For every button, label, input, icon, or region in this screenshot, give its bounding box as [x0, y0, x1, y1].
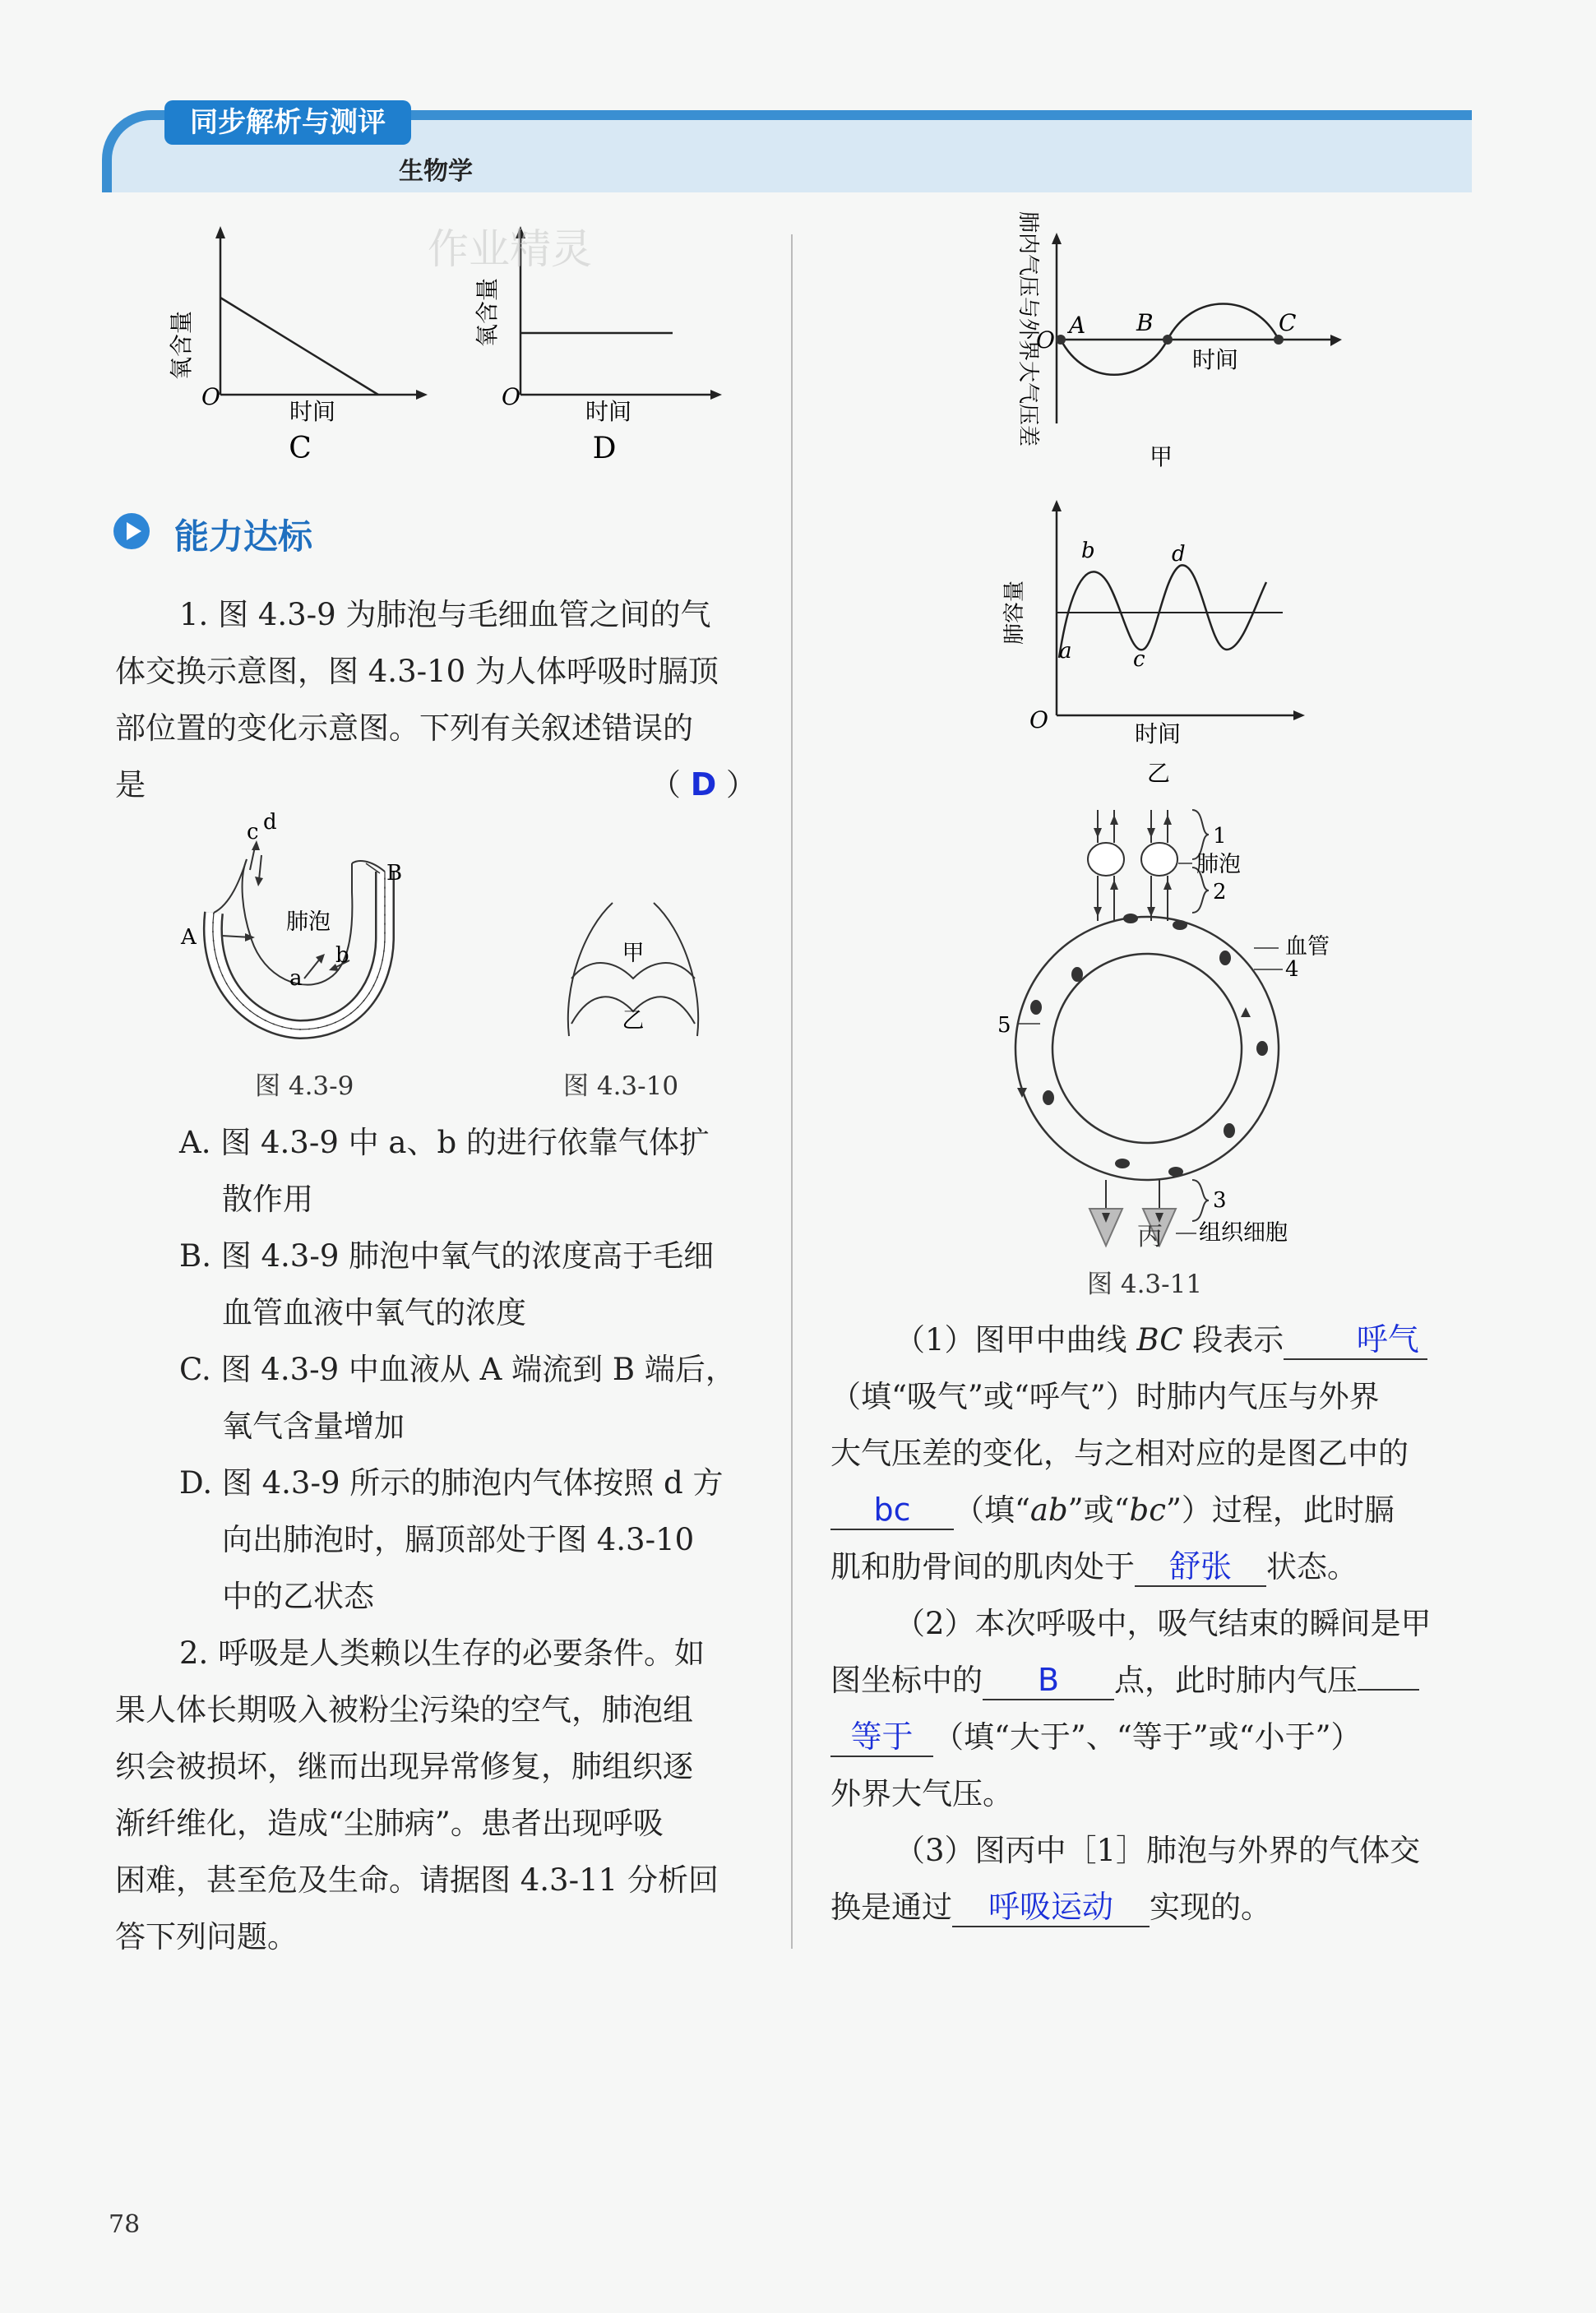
sub1-t2: 段表示	[1182, 1322, 1284, 1358]
q1-answer-box	[650, 756, 756, 813]
fig10-caption: 图 4.3-10	[563, 1071, 679, 1101]
chart-d-label: D	[592, 432, 617, 465]
label-d-pt: d	[1172, 542, 1186, 567]
sub2-t2: 图坐标中的	[830, 1663, 983, 1698]
label-c: c	[247, 820, 259, 844]
watermark: 作业精灵	[428, 225, 592, 273]
label-b-pt: b	[1081, 539, 1095, 563]
column-divider	[791, 234, 793, 1949]
q2-line-4: 渐纤维化，造成“尘肺病”。患者出现呼吸	[115, 1806, 664, 1841]
sub3-t3: 实现的。	[1150, 1890, 1271, 1925]
yi-curve	[1059, 565, 1266, 658]
q1-answer: D	[690, 766, 717, 803]
yi-xlabel: 时间	[1135, 720, 1182, 747]
sub3-answer-1: 呼吸运动	[988, 1889, 1113, 1925]
sub1-bc: bc	[1129, 1492, 1166, 1528]
sub1-line-3: 大气压差的变化，与之相对应的是图乙中的	[830, 1436, 1409, 1471]
label-1: 1	[1213, 824, 1227, 849]
chart-d-origin: O	[502, 383, 520, 410]
sub2-t3: 点，此时肺内气压	[1114, 1663, 1358, 1698]
option-a-line-2: 散作用	[222, 1182, 313, 1217]
sub2-blank-tail	[1358, 1689, 1419, 1691]
jia-sub: 甲	[1150, 443, 1173, 470]
figure-4-3-9	[164, 810, 428, 1052]
sub3-line-2	[830, 1879, 1472, 1936]
series-title: 同步解析与测评	[164, 100, 411, 145]
q1-stem	[115, 586, 756, 813]
sub1-blank-3	[1135, 1548, 1266, 1587]
label-a: a	[289, 966, 303, 991]
sub3-blank-1	[952, 1889, 1150, 1927]
sub1-line-1	[830, 1311, 1472, 1368]
option-b	[179, 1228, 755, 1341]
sub3-t2: 换是通过	[830, 1890, 952, 1925]
label-4: 4	[1285, 957, 1299, 982]
sub1-t7: ”）过程，此时膈	[1165, 1492, 1395, 1528]
sub1-t6: ”或“	[1067, 1492, 1130, 1528]
figure-4-3-11-jia	[954, 210, 1365, 473]
fig9-caption: 图 4.3-9	[255, 1071, 354, 1101]
sub1-line-4	[830, 1482, 1472, 1538]
sub1-line-2: （填“吸气”或“呼气”）时肺内气压与外界	[830, 1379, 1380, 1414]
q1-line-3: 部位置的变化示意图。下列有关叙述错误的	[115, 710, 693, 746]
sub1-BC: BC	[1136, 1322, 1183, 1358]
q2-line-5: 困难，甚至危及生命。请据图 4.3-11 分析回	[115, 1862, 719, 1898]
label-jia: 甲	[622, 941, 645, 966]
bing-sub: 丙	[1137, 1222, 1163, 1251]
q1-line-2: 体交换示意图，图 4.3-10 为人体呼吸时膈顶	[115, 654, 719, 689]
sub1-answer-1: 呼气	[1356, 1321, 1419, 1358]
jia-xlabel: 时间	[1192, 346, 1239, 373]
option-a-line-1: A. 图 4.3-9 中 a、b 的进行依靠气体扩	[179, 1125, 710, 1160]
label-alveolus-bing: 肺泡	[1196, 852, 1241, 877]
page-number: 78	[109, 2210, 141, 2239]
sub1-blank-1	[1284, 1321, 1427, 1360]
q2-line-3: 织会被损坏，继而出现异常修复，肺组织逐	[115, 1749, 693, 1784]
label-vessel: 血管	[1285, 934, 1330, 960]
chart-d-xlabel: 时间	[585, 398, 632, 425]
sub2-line-4: 外界大气压。	[830, 1776, 1013, 1811]
figure-4-3-10	[559, 896, 707, 1044]
sub-questions	[830, 1311, 1472, 1936]
yi-sub: 乙	[1147, 760, 1171, 787]
sub2-answer-1: B	[1037, 1662, 1060, 1698]
jia-ylabel: 肺内气压与外界大气压差	[1015, 210, 1040, 447]
label-5: 5	[997, 1013, 1011, 1038]
sub2-line-1: （2）本次呼吸中，吸气结束的瞬间是甲	[895, 1606, 1432, 1641]
q2-line-6: 答下列问题。	[115, 1919, 298, 1954]
option-b-line-1: B. 图 4.3-9 肺泡中氧气的浓度高于毛细	[179, 1238, 715, 1274]
jia-origin: O	[1036, 326, 1055, 354]
sub1-line-5	[830, 1538, 1472, 1595]
chart-c	[168, 226, 428, 465]
sub1-t8: 肌和肋骨间的肌肉处于	[830, 1549, 1135, 1584]
sub3-line-1: （3）图丙中［1］肺泡与外界的气体交	[895, 1833, 1421, 1868]
label-d: d	[263, 810, 277, 835]
header-arc	[102, 110, 160, 192]
q1-line-1: 1. 图 4.3-9 为肺泡与毛细血管之间的气	[179, 597, 711, 632]
q1-line-4-text: 是	[115, 767, 146, 803]
yi-ylabel: 肺容量	[1002, 580, 1027, 645]
play-icon	[113, 513, 150, 549]
option-c-line-1: C. 图 4.3-9 中血液从 A 端流到 B 端后，	[179, 1352, 736, 1387]
sub1-answer-3: 舒张	[1168, 1548, 1232, 1584]
sub2-blank-1	[983, 1662, 1114, 1700]
option-d-line-1: D. 图 4.3-9 所示的肺泡内气体按照 d 方	[179, 1465, 724, 1501]
sub1-ab: ab	[1029, 1492, 1068, 1528]
figure-4-3-11-yi	[1002, 493, 1340, 789]
q1-line-4	[115, 756, 756, 813]
chart-c-origin: O	[201, 383, 220, 410]
label-3: 3	[1213, 1188, 1227, 1213]
sub2-line-2	[830, 1652, 1472, 1709]
yi-origin: O	[1029, 706, 1048, 733]
option-b-line-2: 血管血液中氧气的浓度	[222, 1295, 526, 1330]
label-yi: 乙	[622, 1008, 645, 1034]
option-d-line-2: 向出肺泡时，膈顶部处于图 4.3-10	[222, 1522, 695, 1557]
sub1-answer-2: bc	[873, 1492, 911, 1528]
sub2-line-3	[830, 1709, 1472, 1765]
label-alveolus: 肺泡	[286, 909, 331, 935]
chart-c-line	[220, 298, 378, 395]
q2-line-2: 果人体长期吸入被粉尘污染的空气，肺泡组	[115, 1692, 693, 1728]
label-A: A	[181, 925, 197, 950]
option-c-line-2: 氧气含量增加	[222, 1409, 405, 1444]
label-2: 2	[1213, 880, 1227, 904]
label-a-pt: a	[1059, 639, 1072, 664]
paren-open: （	[650, 767, 681, 803]
sub1-blank-2	[830, 1492, 954, 1530]
subject-title: 生物学	[399, 157, 473, 186]
section-title: 能力达标	[174, 516, 313, 557]
point-B	[1163, 335, 1173, 345]
label-C-pt: C	[1279, 309, 1297, 336]
chart-d-ylabel: 氧含量	[474, 277, 501, 348]
chart-c-xlabel: 时间	[289, 398, 336, 425]
fig11-caption: 图 4.3-11	[1087, 1270, 1203, 1299]
label-b: b	[335, 943, 349, 968]
paren-close: ）	[726, 767, 756, 803]
sub1-t9: 状态。	[1266, 1549, 1358, 1584]
point-A	[1056, 335, 1066, 345]
label-c-pt: c	[1133, 647, 1145, 672]
label-B: B	[386, 861, 403, 886]
sub2-answer-2: 等于	[850, 1719, 914, 1755]
oxygen-charts	[164, 222, 756, 477]
option-c	[179, 1341, 755, 1455]
sub2-blank-2	[830, 1719, 933, 1757]
q2-stem	[115, 1625, 756, 1965]
option-a	[179, 1114, 755, 1228]
option-d-line-3: 中的乙状态	[222, 1579, 374, 1614]
option-d	[179, 1455, 755, 1625]
chart-c-label: C	[289, 432, 312, 465]
q2-line-1: 2. 呼吸是人类赖以生存的必要条件。如	[179, 1635, 705, 1671]
chart-c-ylabel: 氧含量	[168, 310, 195, 381]
sub2-t4: （填“大于”、“等于”或“小于”）	[933, 1719, 1362, 1755]
figure-4-3-11-bing	[958, 802, 1353, 1254]
label-tissue: 组织细胞	[1199, 1220, 1288, 1246]
sub1-t5: （填“	[954, 1492, 1030, 1528]
label-B-pt: B	[1136, 309, 1154, 336]
sub1-t1: （1）图甲中曲线	[895, 1322, 1137, 1358]
label-A-pt: A	[1069, 312, 1086, 339]
